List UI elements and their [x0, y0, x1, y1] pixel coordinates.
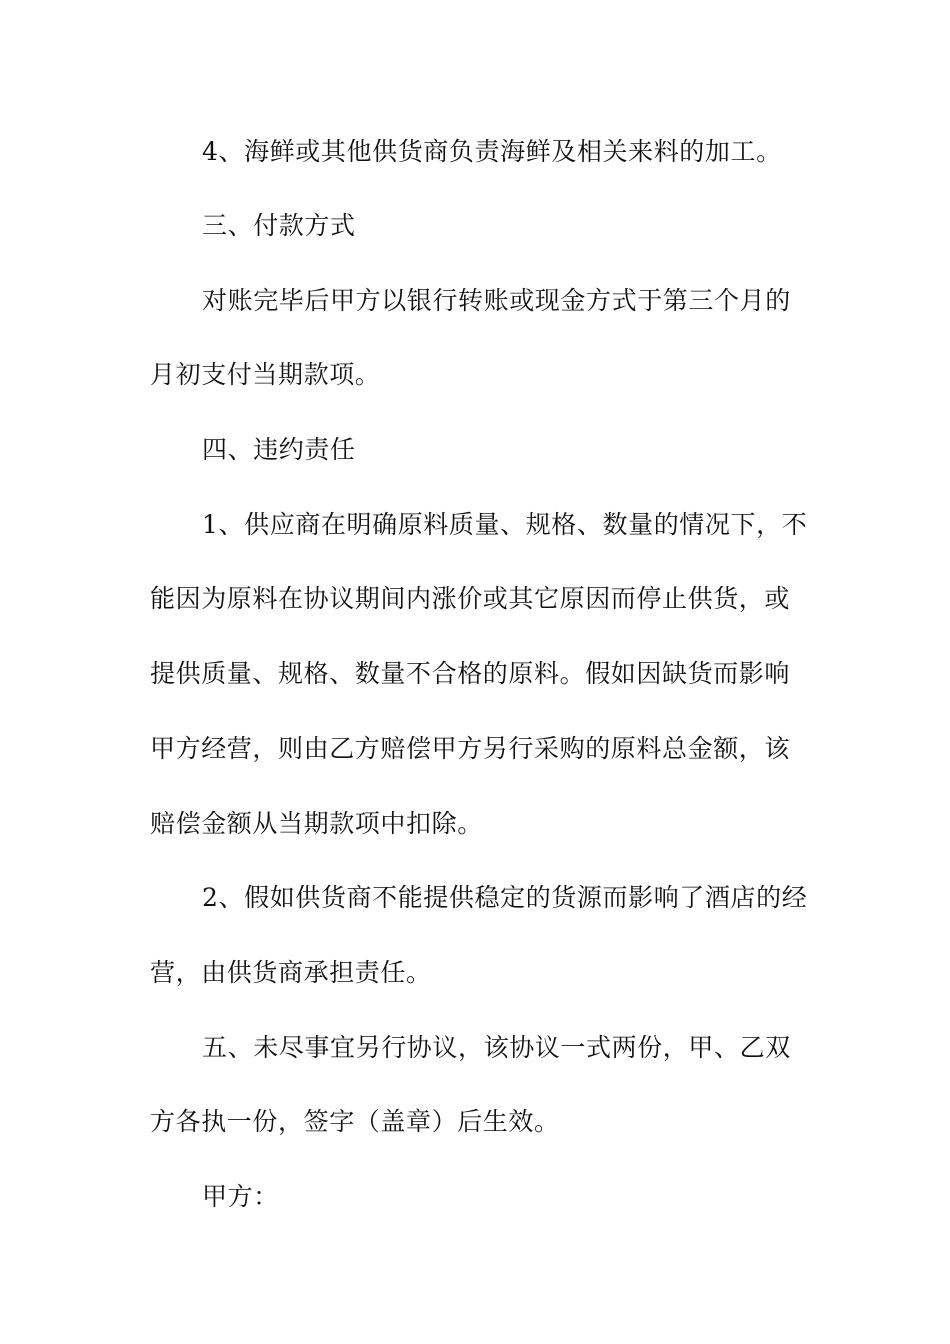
paragraph-payment-line-2: 月初支付当期款项。 — [150, 360, 381, 389]
paragraph-liability-1-line-5: 赔偿金额从当期款项中扣除。 — [150, 809, 483, 838]
party-a-label: 甲方： — [202, 1182, 279, 1211]
paragraph-liability-1-line-2: 能因为原料在协议期间内涨价或其它原因而停止供货，或 — [150, 584, 791, 613]
paragraph-liability-1-line-1: 1、供应商在明确原料质量、规格、数量的情况下，不 — [202, 510, 808, 539]
paragraph-seafood-processing: 4、海鲜或其他供货商负责海鲜及相关来料的加工。 — [202, 137, 782, 166]
paragraph-payment-line-1: 对账完毕后甲方以银行转账或现金方式于第三个月的 — [202, 286, 791, 315]
paragraph-liability-1-line-3: 提供质量、规格、数量不合格的原料。假如因缺货而影响 — [150, 659, 791, 688]
paragraph-misc-line-2: 方各执一份，签字（盖章）后生效。 — [150, 1107, 560, 1136]
paragraph-liability-1-line-4: 甲方经营，则由乙方赔偿甲方另行采购的原料总金额，该 — [150, 734, 791, 763]
paragraph-liability-2-line-2: 营，由供货商承担责任。 — [150, 958, 432, 987]
section-heading-payment-method: 三、付款方式 — [202, 211, 356, 240]
section-heading-liability: 四、违约责任 — [202, 435, 356, 464]
paragraph-liability-2-line-1: 2、假如供货商不能提供稳定的货源而影响了酒店的经 — [202, 883, 808, 912]
paragraph-misc-line-1: 五、未尽事宜另行协议，该协议一式两份，甲、乙双 — [202, 1033, 791, 1062]
